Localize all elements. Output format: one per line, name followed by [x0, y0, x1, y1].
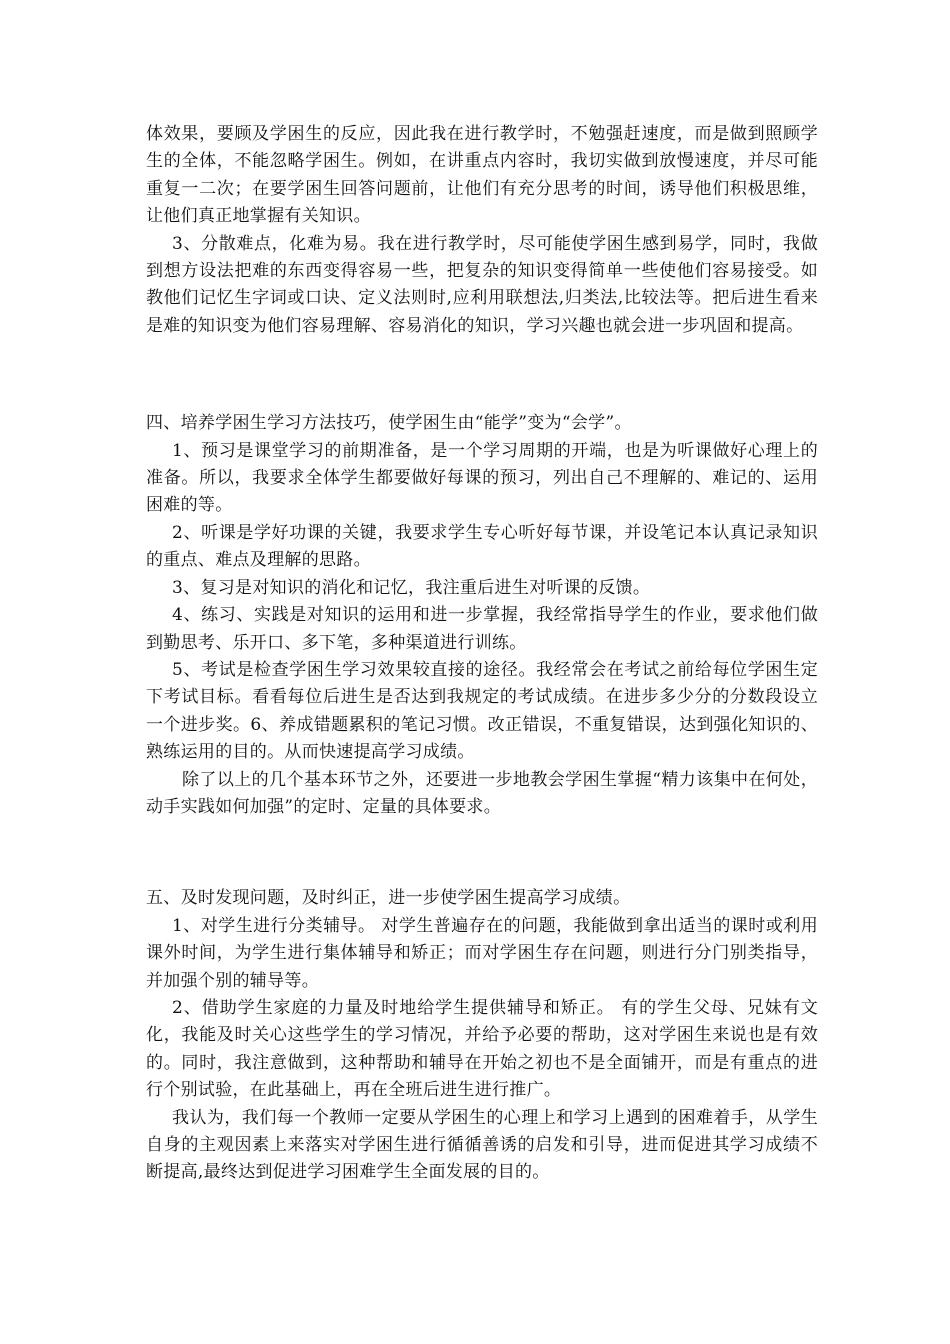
section-five-item-group-tutoring: 1、对学生进行分类辅导。 对学生普遍存在的问题，我能做到拿出适当的课时或利用课外时间，为学生进行集体辅导和矫正；而对学困生存在问题，则进行分门别类指导，并加强个别的辅导等。 [146, 915, 818, 991]
section-four-item-review: 3、复习是对知识的消化和记忆，我注重后进生对听课的反馈。 [172, 577, 651, 598]
section-four-item-listening: 2、听课是学好功课的关键，我要求学生专心听好每节课，并设笔记本认真记录知识的重点、难点及理解的思路。 [146, 522, 818, 571]
section-four-heading: 四、培养学困生学习方法技巧，使学困生由“能学”变为“会学”。 [146, 413, 632, 434]
section-five-heading: 五、及时发现问题，及时纠正，进一步使学困生提高学习成绩。 [146, 888, 631, 909]
section-five-item-family-support: 2、借助学生家庭的力量及时地给学生提供辅导和矫正。 有的学生父母、兄妹有文化，我能及时关心这些学生的学习情况，并给予必要的帮助，这对学困生来说也是有效的。同时，我注意做到，这种帮助和辅导在开始之初也不是全面铺开，而是有重点的进行个别试验，在此基础上，再在全班后进生进行推广。 [146, 997, 818, 1101]
section-spacer [146, 340, 818, 410]
paragraph-teaching-pace: 体效果，要顾及学困生的反应，因此我在进行教学时，不勉强赶速度，而是做到照顾学生的全体，不能忽略学困生。例如，在讲重点内容时，我切实做到放慢速度，并尽可能重复一二次；在要学困生回答问题前，让他们有充分思考的时间，诱导他们积极思维，让他们真正地掌握有关知识。 [146, 124, 818, 227]
section-five-conclusion: 我认为，我们每一个教师一定要从学困生的心理上和学习上遇到的困难着手，从学生自身的主观因素上来落实对学困生进行循循善诱的启发和引导，进而促进其学习成绩不断提高,最终达到促进学习困难学生全面发展的目的。 [146, 1107, 818, 1183]
section-spacer [146, 821, 818, 885]
section-four-item-preview: 1、预习是课堂学习的前期准备，是一个学习周期的开端，也是为听课做好心理上的准备。所以，我要求全体学生都要做好每课的预习，列出自己不理解的、难记的、运用困难的等。 [146, 440, 818, 516]
document-body [146, 121, 818, 1187]
section-four-item-practice: 4、练习、实践是对知识的运用和进一步掌握，我经常指导学生的作业，要求他们做到勤思考、乐开口、多下笔，多种渠道进行训练。 [146, 605, 818, 653]
paragraph-disperse-difficulty: 3、分散难点，化难为易。我在进行教学时，尽可能使学困生感到易学，同时，我做到想方设法把难的东西变得容易一些，把复杂的知识变得简单一些使他们容易接受。如教他们记忆生字词或口诀、定义法则时,应利用联想法,归类法,比较法等。把后进生看来是难的知识变为他们容易理解、容易消化的知识，学习兴趣也就会进一步巩固和提高。 [146, 233, 818, 336]
section-four-item-exams: 5、考试是检查学困生学习效果较直接的途径。我经常会在考试之前给每位学困生定下考试目标。看看每位后进生是否达到我规定的考试成绩。在进步多少分的分数段设立一个进步奖。6、养成错题累积的笔记习惯。改正错误，不重复错误，达到强化知识的、熟练运用的目的。从而快速提高学习成绩。 [146, 659, 818, 763]
section-four-closing: 除了以上的几个基本环节之外，还要进一步地教会学困生掌握“精力该集中在何处，动手实践如何加强”的定时、定量的具体要求。 [146, 769, 818, 817]
